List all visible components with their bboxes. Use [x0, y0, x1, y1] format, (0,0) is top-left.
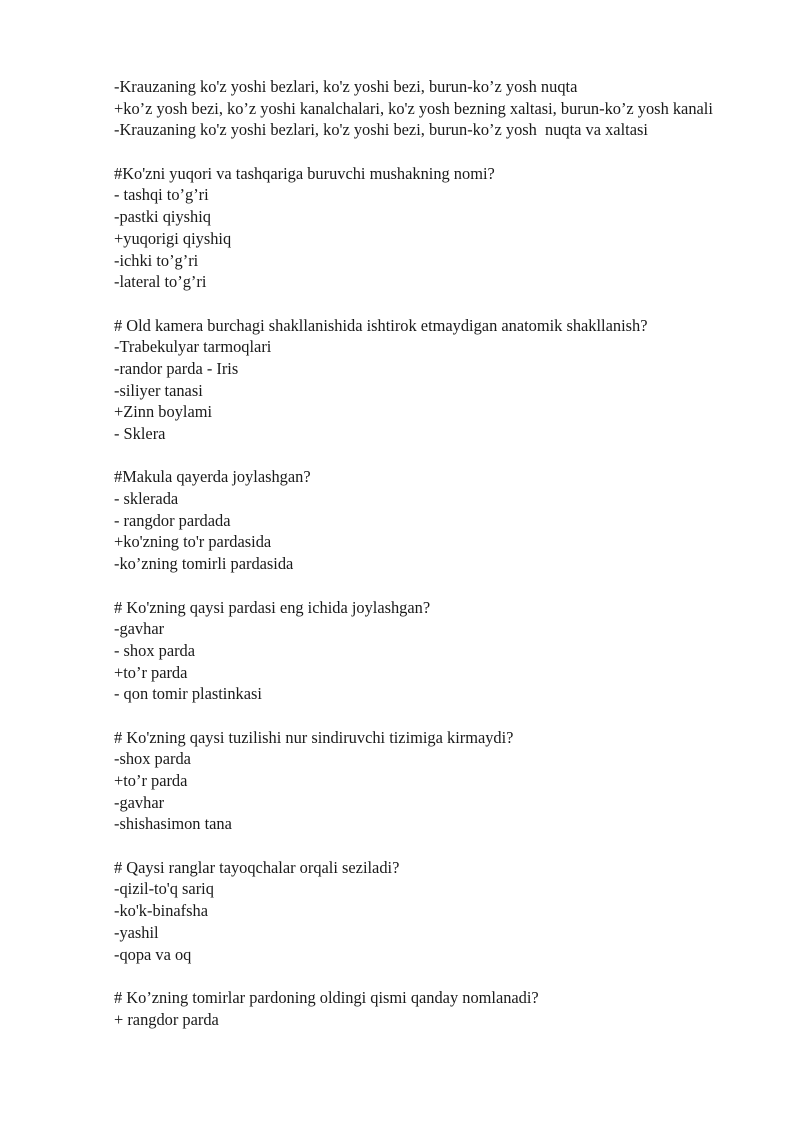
answer-option: -shox parda: [114, 749, 191, 769]
answer-option: -qopa va oq: [114, 944, 192, 964]
answer-option: -gavhar: [114, 619, 165, 639]
spacer: [114, 575, 764, 597]
answer-option: -siliyer tanasi: [114, 380, 203, 400]
answer-option: -Krauzaning ko'z yoshi bezlari, ko'z yoshi bezi, burun-ko’z yosh nuqta: [114, 77, 578, 96]
question-block: [114, 597, 764, 705]
answer-option: +Zinn boylami: [114, 402, 213, 422]
answer-option: + rangdor parda: [114, 1009, 219, 1029]
answer-option: - sklerada: [114, 489, 179, 509]
question-block: [114, 857, 764, 965]
answer-option: - tashqi to’g’ri: [114, 185, 209, 205]
answer-option: +to’r parda: [114, 771, 188, 791]
answer-option: -randor parda - Iris: [114, 358, 239, 378]
question-block: [114, 315, 764, 445]
answer-option: -ko'k-binafsha: [114, 901, 208, 921]
question-text: # Qaysi ranglar tayoqchalar orqali seziladi?: [114, 857, 400, 877]
question-text: # Ko'zning qaysi pardasi eng ichida joylashgan?: [114, 597, 431, 617]
answer-option: +to’r parda: [114, 662, 188, 682]
answer-option: +ko’z yosh bezi, ko’z yoshi kanalchalari, ko'z yosh bezning xaltasi, burun-ko’z yosh kanali: [114, 98, 713, 118]
answer-option: -ichki to’g’ri: [114, 250, 199, 270]
question-text: # Ko'zning qaysi tuzilishi nur sindiruvchi tizimiga kirmaydi?: [114, 727, 514, 747]
answer-option: -yashil: [114, 922, 159, 942]
answer-option: -shishasimon tana: [114, 814, 232, 834]
spacer: [114, 293, 764, 315]
answer-option: - Sklera: [114, 424, 166, 444]
answer-option: -Trabekulyar tarmoqlari: [114, 337, 272, 357]
question-text: # Ko’zning tomirlar pardoning oldingi qismi qanday nomlanadi?: [114, 987, 539, 1007]
spacer: [114, 835, 764, 857]
question-block: [114, 76, 764, 141]
question-text: #Makula qayerda joylashgan?: [114, 467, 311, 487]
question-block: [114, 987, 764, 1030]
spacer: [114, 965, 764, 987]
answer-option: -ko’zning tomirli pardasida: [114, 554, 294, 574]
question-block: [114, 466, 764, 574]
spacer: [114, 705, 764, 727]
spacer: [114, 141, 764, 163]
answer-option: - shox parda: [114, 640, 196, 660]
answer-option: - rangdor pardada: [114, 510, 231, 530]
answer-option: +ko'zning to'r pardasida: [114, 532, 272, 552]
answer-option: -gavhar: [114, 792, 165, 812]
answer-option: - qon tomir plastinkasi: [114, 684, 262, 704]
question-block: [114, 727, 764, 835]
question-text: # Old kamera burchagi shakllanishida ishtirok etmaydigan anatomik shakllanish?: [114, 315, 648, 335]
answer-option: +yuqorigi qiyshiq: [114, 228, 232, 248]
spacer: [114, 445, 764, 467]
answer-option: -lateral to’g’ri: [114, 272, 207, 292]
answer-option: -pastki qiyshiq: [114, 207, 211, 227]
question-text: #Ko'zni yuqori va tashqariga buruvchi mushakning nomi?: [114, 163, 495, 183]
document-page: [114, 76, 764, 1030]
answer-option: -Krauzaning ko'z yoshi bezlari, ko'z yoshi bezi, burun-ko’z yosh nuqta va xaltasi: [114, 120, 648, 140]
answer-option: -qizil-to'q sariq: [114, 879, 214, 899]
question-block: [114, 163, 764, 293]
